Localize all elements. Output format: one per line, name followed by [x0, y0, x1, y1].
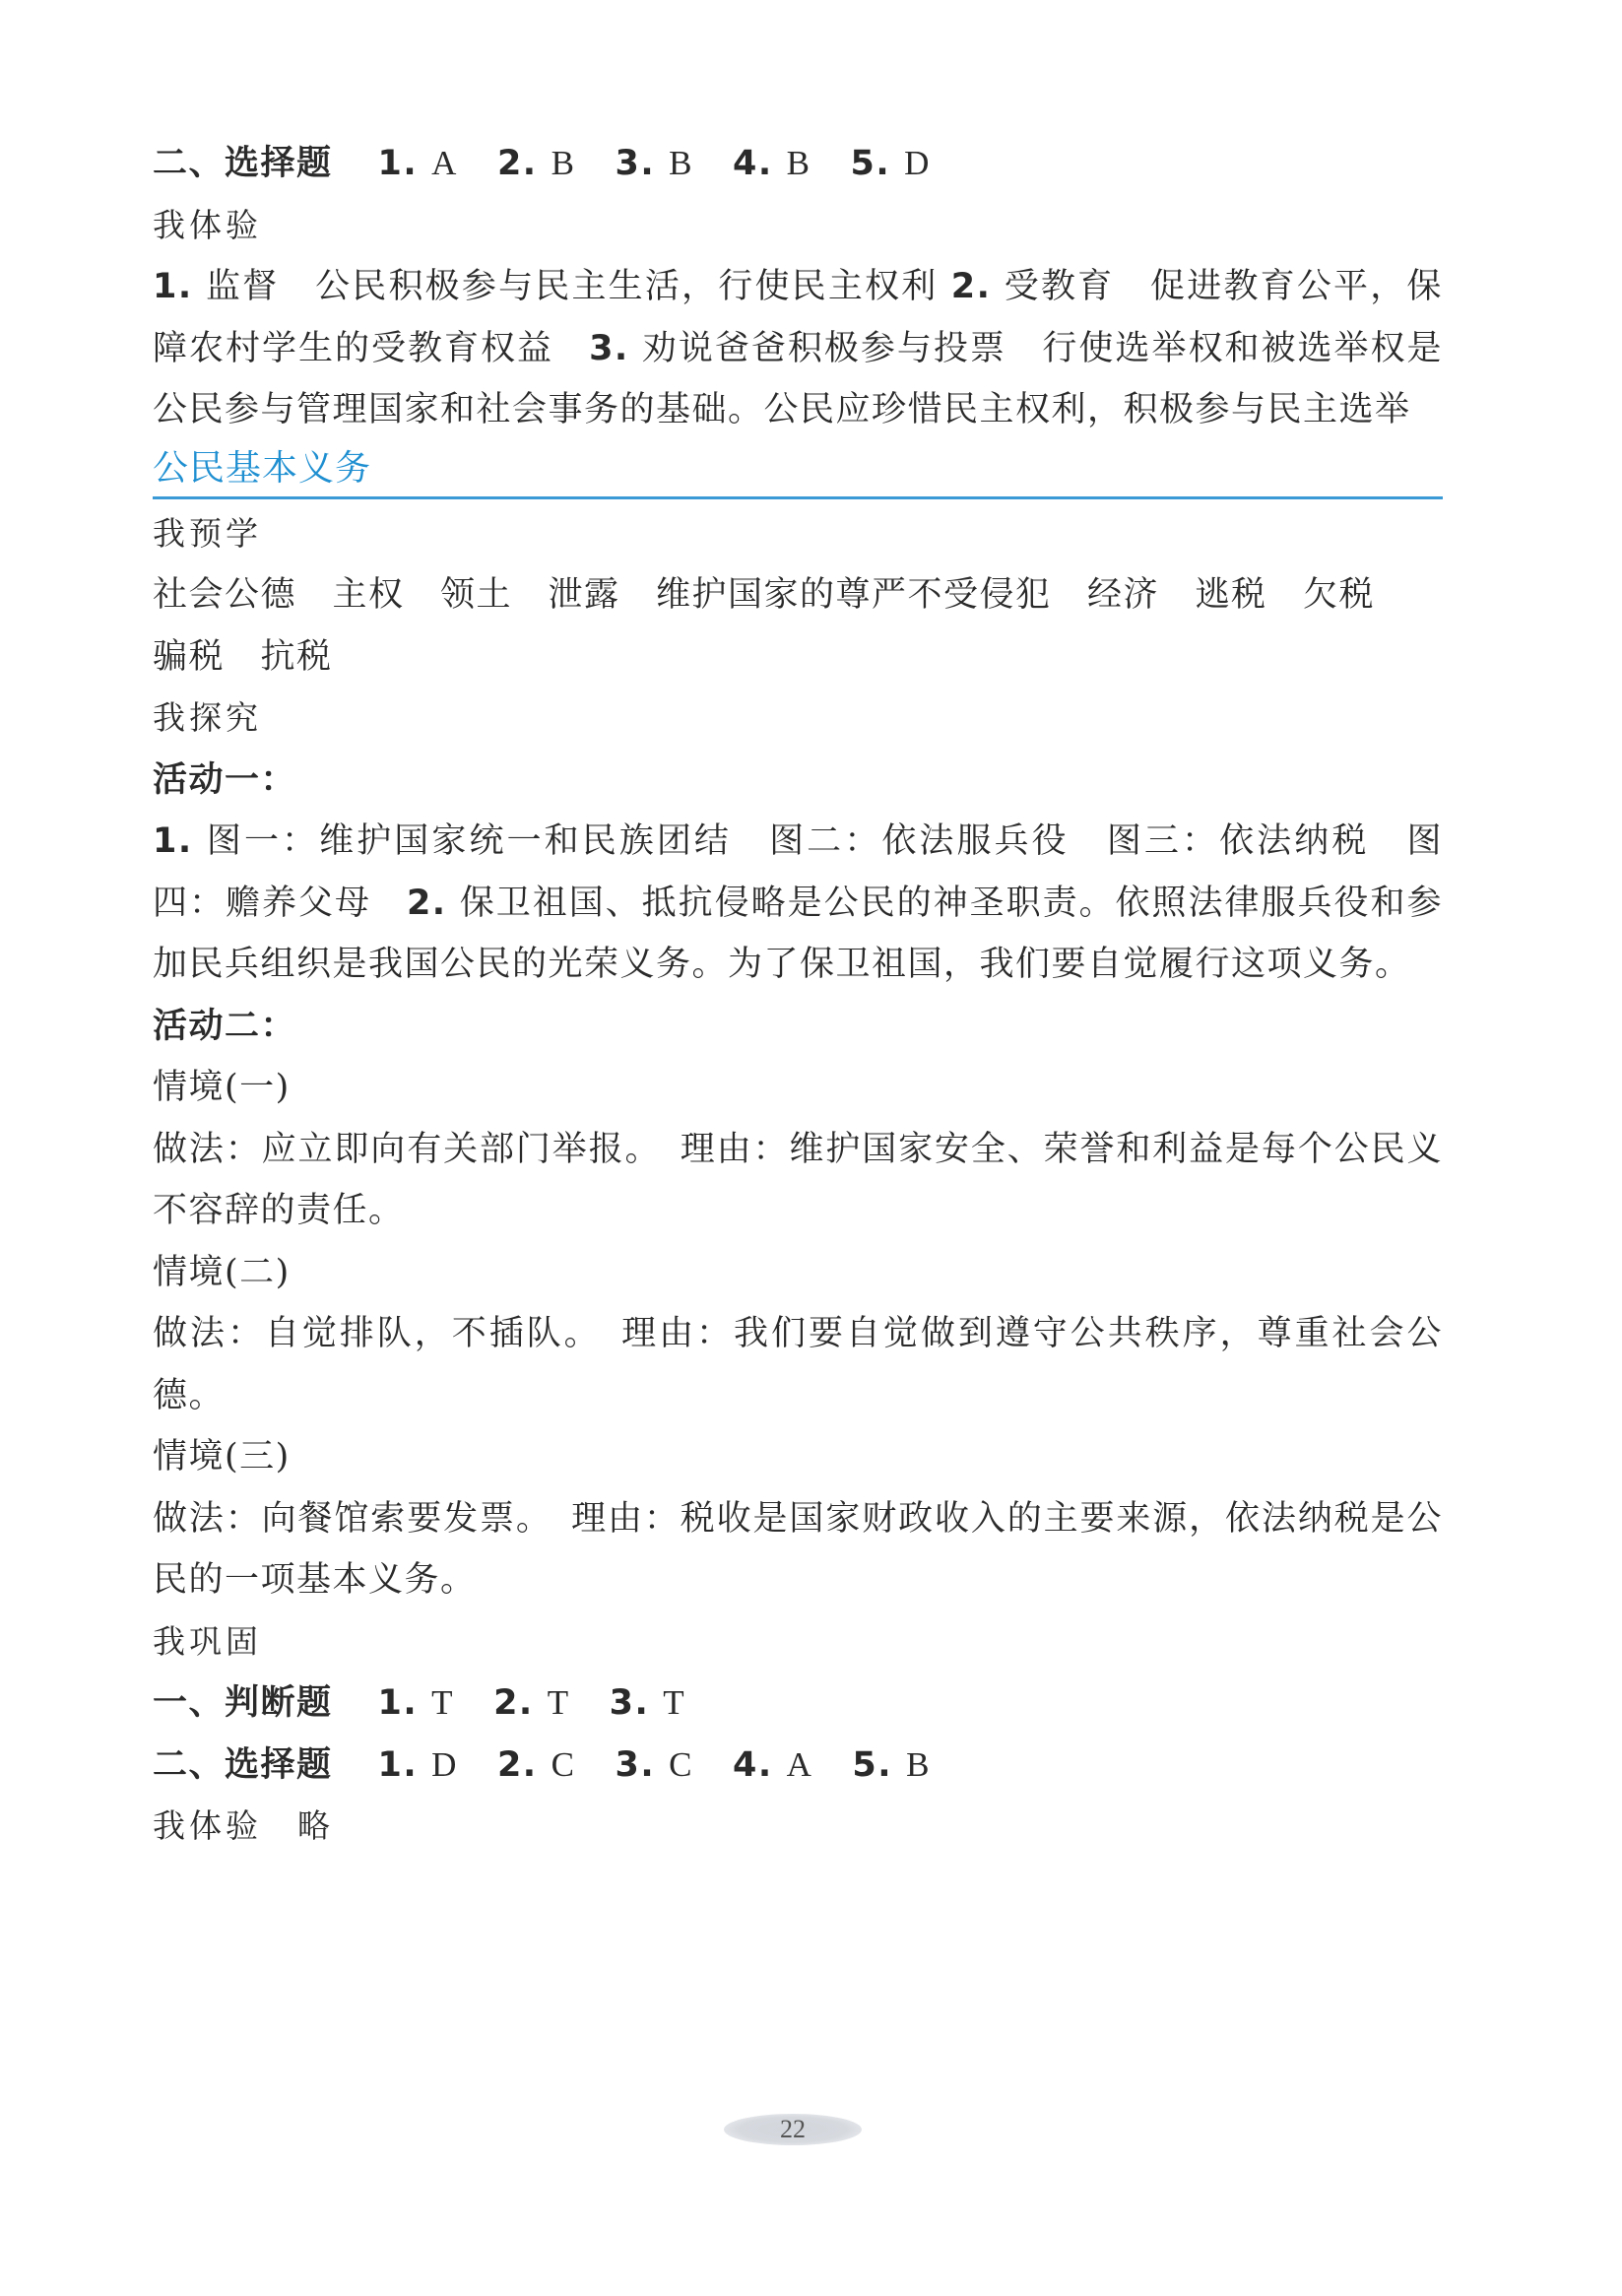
choice-label: 二、选择题 — [153, 1744, 333, 1785]
scenario-text: 做法：自觉排队，不插队。 理由：我们要自觉做到遵守公共秩序，尊重社会公德。 — [153, 1314, 1443, 1415]
answer-item: 3. B — [615, 144, 693, 183]
answer-item: 1. T — [377, 1683, 455, 1723]
preview-heading: 我预学 — [153, 513, 262, 553]
choice-answers — [153, 1735, 1443, 1797]
consolidate-heading: 我巩固 — [153, 1621, 262, 1661]
choice-answers-top — [153, 133, 1443, 195]
activity-two-title: 活动二： — [153, 1006, 297, 1046]
scenario-title: 情境(一) — [153, 1068, 291, 1107]
experience-note: 略 — [297, 1806, 334, 1845]
scenario-text: 做法：向餐馆索要发票。 理由：税收是国家财政收入的主要来源，依法纳税是公民的一项基本义务。 — [153, 1498, 1443, 1600]
answer-item: 1. A — [377, 144, 458, 183]
judge-answers — [153, 1673, 1443, 1735]
answer-item: 3. T — [609, 1683, 686, 1723]
judge-label: 一、判断题 — [153, 1683, 333, 1723]
preview-line: 社会公德 主权 领土 泄露 维护国家的尊严不受侵犯 经济 逃税 欠税 — [153, 575, 1376, 615]
page-number: 22 — [724, 2114, 862, 2145]
section-title: 公民基本义务 — [153, 441, 1443, 499]
activity-one-answers: 1. 图一：维护国家统一和民族团结 图二：依法服兵役 图三：依法纳税 图四：赡养父母 2. 保卫祖国、抵抗侵略是公民的神圣职责。依照法律服兵役和参加民兵组织是我国公民的光荣义务。为了保卫祖国，我们要自觉履行这项义务。 — [153, 821, 1443, 984]
experience-heading-2: 我体验 略 — [153, 1806, 334, 1845]
answer-item: 2. C — [496, 1744, 576, 1785]
answer-item: 2. T — [493, 1683, 570, 1723]
explore-heading: 我探究 — [153, 698, 262, 737]
answer-page — [153, 133, 1443, 1858]
experience-heading: 我体验 — [153, 205, 262, 244]
answer-item: 4. B — [732, 144, 811, 183]
scenario-text: 做法：应立即向有关部门举报。 理由：维护国家安全、荣誉和利益是每个公民义不容辞的责任。 — [153, 1129, 1443, 1230]
activity-one-title: 活动一： — [153, 759, 297, 800]
answer-item: 5. D — [850, 144, 931, 183]
experience-answers: 1. 监督 公民积极参与民主生活，行使民主权利 2. 受教育 促进教育公平，保障农村学生的受教育权益 3. 劝说爸爸积极参与投票 行使选举权和被选举权是公民参与管理国家和社会事务的基础。公民应珍惜民主权利，积极参与民主选举 — [153, 267, 1443, 429]
answer-item: 2. B — [496, 144, 576, 183]
answer-item: 3. C — [615, 1744, 693, 1785]
preview-line: 骗税 抗税 — [153, 636, 333, 677]
scenario-title: 情境(二) — [153, 1252, 291, 1292]
choice-label: 二、选择题 — [153, 144, 333, 183]
answer-item: 5. B — [852, 1744, 931, 1785]
scenario-title: 情境(三) — [153, 1437, 291, 1476]
answer-item: 1. D — [377, 1744, 458, 1785]
answer-item: 4. A — [732, 1744, 813, 1785]
